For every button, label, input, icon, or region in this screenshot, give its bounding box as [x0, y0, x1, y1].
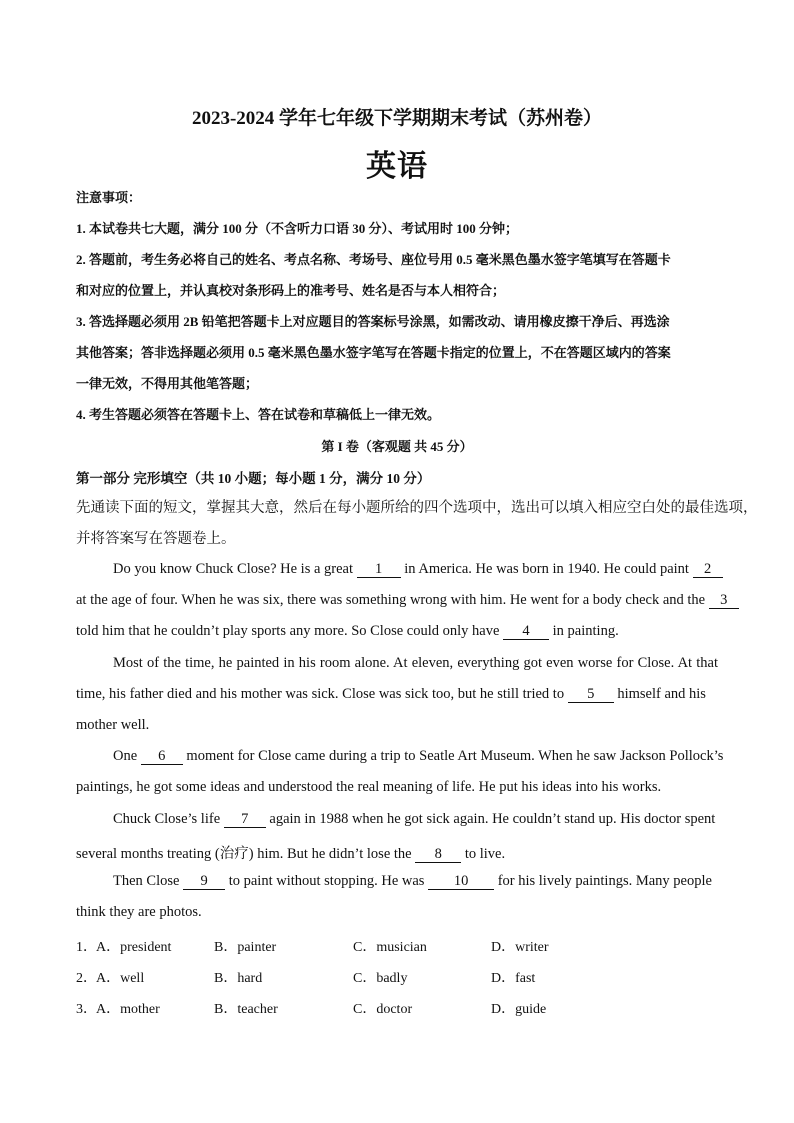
option-c: C．badly: [353, 971, 408, 986]
part-heading: 第 I 卷（客观题 共 45 分）: [321, 439, 473, 454]
option-d: D．fast: [491, 971, 536, 986]
notes-line: 一律无效，不得用其他笔答题；: [76, 376, 259, 391]
question-number: 1．: [76, 940, 97, 955]
option-b: B．teacher: [214, 1002, 278, 1017]
blank-7: 7: [224, 812, 266, 828]
notes-line: 1. 本试卷共七大题，满分 100 分（不含听力口语 30 分）、考试用时 100 分钟；: [76, 221, 519, 236]
passage-line: think they are photos.: [76, 904, 202, 920]
passage-line: One 6 moment for Close came during a trip to Seatle Art Museum. When he saw Jackson Pollock’s: [113, 748, 724, 764]
passage-line: Chuck Close’s life 7 again in 1988 when he got sick again. He couldn’t stand up. His doctor spent: [113, 811, 716, 827]
notes-line: 2. 答题前，考生务必将自己的姓名、考点名称、考场号、座位号用 0.5 毫米黑色墨水签字笔填写在答题卡: [76, 252, 671, 267]
option-c: C．doctor: [353, 1002, 413, 1017]
blank-3: 3: [709, 593, 739, 609]
option-d: D．guide: [491, 1002, 547, 1017]
question-number: 3．: [76, 1002, 97, 1017]
option-d: D．writer: [491, 940, 549, 955]
notes-line: 和对应的位置上，并认真校对条形码上的准考号、姓名是否与本人相符合；: [76, 283, 506, 298]
passage-line: mother well.: [76, 717, 150, 733]
option-a: A．president: [96, 940, 172, 955]
option-a: A．mother: [96, 1002, 160, 1017]
passage-line: told him that he couldn’t play sports any more. So Close could only have 4 in painting.: [76, 623, 619, 639]
blank-4: 4: [503, 624, 549, 640]
instruction-line: 先通读下面的短文，掌握其大意，然后在每小题所给的四个选项中，选出可以填入相应空白处的最佳选项，: [76, 500, 758, 516]
passage-line: Do you know Chuck Close? He is a great 1 in America. He was born in 1940. He could paint 2: [113, 561, 718, 578]
blank-9: 9: [183, 874, 225, 890]
blank-1: 1: [357, 562, 401, 578]
passage-line: at the age of four. When he was six, there was something wrong with him. He went for a body check and the 3: [76, 592, 718, 609]
notes-line: 3. 答选择题必须用 2B 铅笔把答题卡上对应题目的答案标号涂黑，如需改动、请用橡皮擦干净后、再选涂: [76, 314, 670, 329]
blank-5: 5: [568, 687, 614, 703]
notes-heading: 注意事项：: [76, 190, 142, 205]
passage-line: Then Close 9 to paint without stopping. He was 10 for his lively paintings. Many people: [113, 873, 712, 889]
blank-10: 10: [428, 874, 494, 890]
exam-title: 2023-2024 学年七年级下学期期末考试（苏州卷）: [191, 108, 603, 129]
notes-line: 其他答案；答非选择题必须用 0.5 毫米黑色墨水签字笔写在答题卡指定的位置上，不在答题区域内的答案: [76, 345, 671, 360]
notes-line: 4. 考生答题必须答在答题卡上、答在试卷和草稿低上一律无效。: [76, 407, 441, 422]
option-c: C．musician: [353, 940, 427, 955]
passage-line: paintings, he got some ideas and understood the real meaning of life. He put his ideas into his works.: [76, 779, 662, 795]
passage-line: several months treating (治疗) him. But he didn’t lose the 8 to live.: [76, 846, 506, 862]
question-number: 2．: [76, 971, 97, 986]
section-heading: 第一部分 完形填空（共 10 小题；每小题 1 分，满分 10 分）: [76, 471, 431, 486]
blank-6: 6: [141, 749, 183, 765]
passage-line: Most of the time, he painted in his room alone. At eleven, everything got even worse for Close. At that: [113, 655, 718, 671]
option-b: B．painter: [214, 940, 277, 955]
blank-8: 8: [415, 847, 461, 863]
option-a: A．well: [96, 971, 145, 986]
blank-2: 2: [693, 562, 723, 578]
subject-title: 英语: [366, 150, 428, 183]
option-b: B．hard: [214, 971, 263, 986]
instruction-line: 并将答案写在答题卷上。: [76, 531, 236, 547]
passage-line: time, his father died and his mother was sick. Close was sick too, but he still tried to 5 himself and his: [76, 686, 706, 702]
